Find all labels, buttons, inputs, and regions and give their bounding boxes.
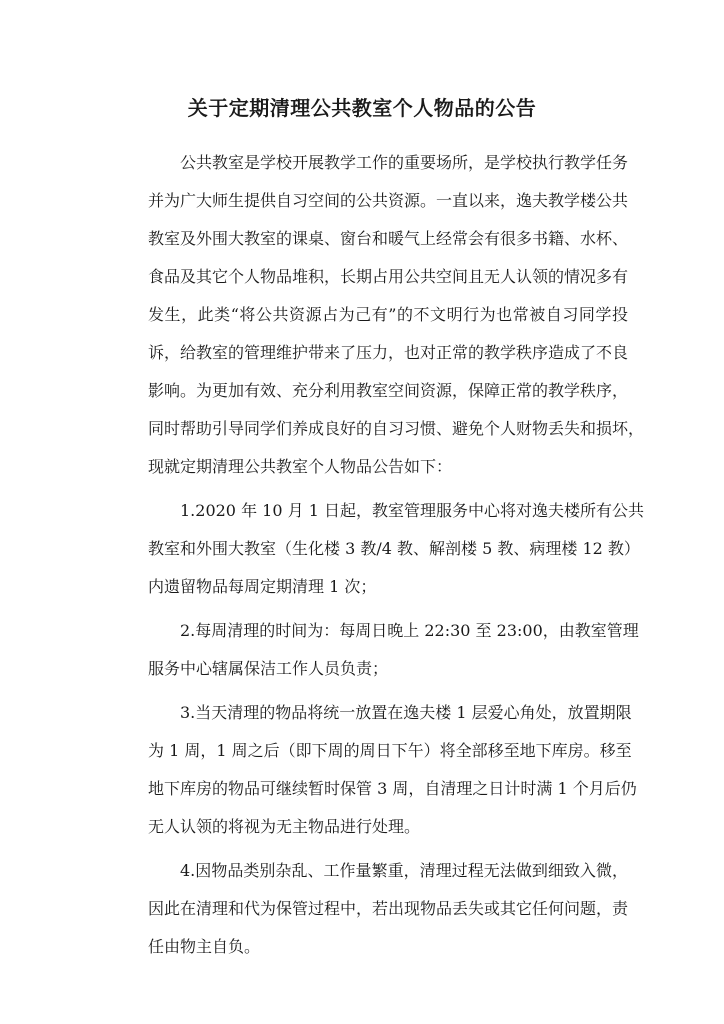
- item-line: 教室和外围大教室（生化楼 3 教/4 教、解剖楼 5 教、病理楼 12 教）: [148, 539, 640, 558]
- item-line: 2.每周清理的时间为：每周日晚上 22:30 至 23:00，由教室管理: [180, 621, 639, 640]
- intro-line: 诉，给教室的管理维护带来了压力，也对正常的教学秩序造成了不良: [148, 343, 629, 362]
- item-line: 地下库房的物品可继续暂时保管 3 周，自清理之日计时满 1 个月后仍: [148, 779, 637, 798]
- intro-line: 发生，此类“将公共资源占为己有”的不文明行为也常被自习同学投: [148, 305, 628, 324]
- item-line: 任由物主自负。: [148, 937, 261, 956]
- item-line: 4.因物品类别杂乱、工作量繁重，清理过程无法做到细致入微，: [180, 861, 628, 880]
- item-line: 为 1 周，1 周之后（即下周的周日下午）将全部移至地下库房。移至: [148, 741, 632, 760]
- intro-line: 并为广大师生提供自习空间的公共资源。一直以来，逸夫教学楼公共: [148, 191, 629, 210]
- item-line: 无人认领的将视为无主物品进行处理。: [148, 817, 421, 836]
- notice-title: 关于定期清理公共教室个人物品的公告: [187, 96, 537, 120]
- notice-item-3: [116, 694, 637, 846]
- intro-line: 公共教室是学校开展教学工作的重要场所，是学校执行教学任务: [180, 153, 629, 172]
- intro-line: 教室及外围大教室的课桌、窗台和暖气上经常会有很多书籍、水杯、: [148, 229, 629, 248]
- item-line: 1.2020 年 10 月 1 日起，教室管理服务中心将对逸夫楼所有公共: [180, 501, 644, 520]
- notice-item-2: [116, 612, 639, 688]
- notice-body: [116, 144, 645, 966]
- intro-line: 食品及其它个人物品堆积，长期占用公共空间且无人认领的情况多有: [148, 267, 629, 286]
- notice-item-4: [116, 852, 628, 966]
- item-line: 服务中心辖属保洁工作人员负责；: [148, 659, 389, 678]
- intro-paragraph: [116, 144, 645, 486]
- item-line: 3.当天清理的物品将统一放置在逸夫楼 1 层爱心角处，放置期限: [180, 703, 632, 722]
- item-line: 内遗留物品每周定期清理 1 次；: [148, 577, 377, 596]
- item-line: 因此在清理和代为保管过程中，若出现物品丢失或其它任何问题，责: [148, 899, 629, 918]
- intro-line: 影响。为更加有效、充分利用教室空间资源，保障正常的教学秩序，: [148, 381, 629, 400]
- intro-line: 现就定期清理公共教室个人物品公告如下：: [148, 457, 453, 476]
- notice-item-1: [116, 492, 644, 606]
- intro-line: 同时帮助引导同学们养成良好的自习习惯、避免个人财物丢失和损坏，: [148, 419, 645, 438]
